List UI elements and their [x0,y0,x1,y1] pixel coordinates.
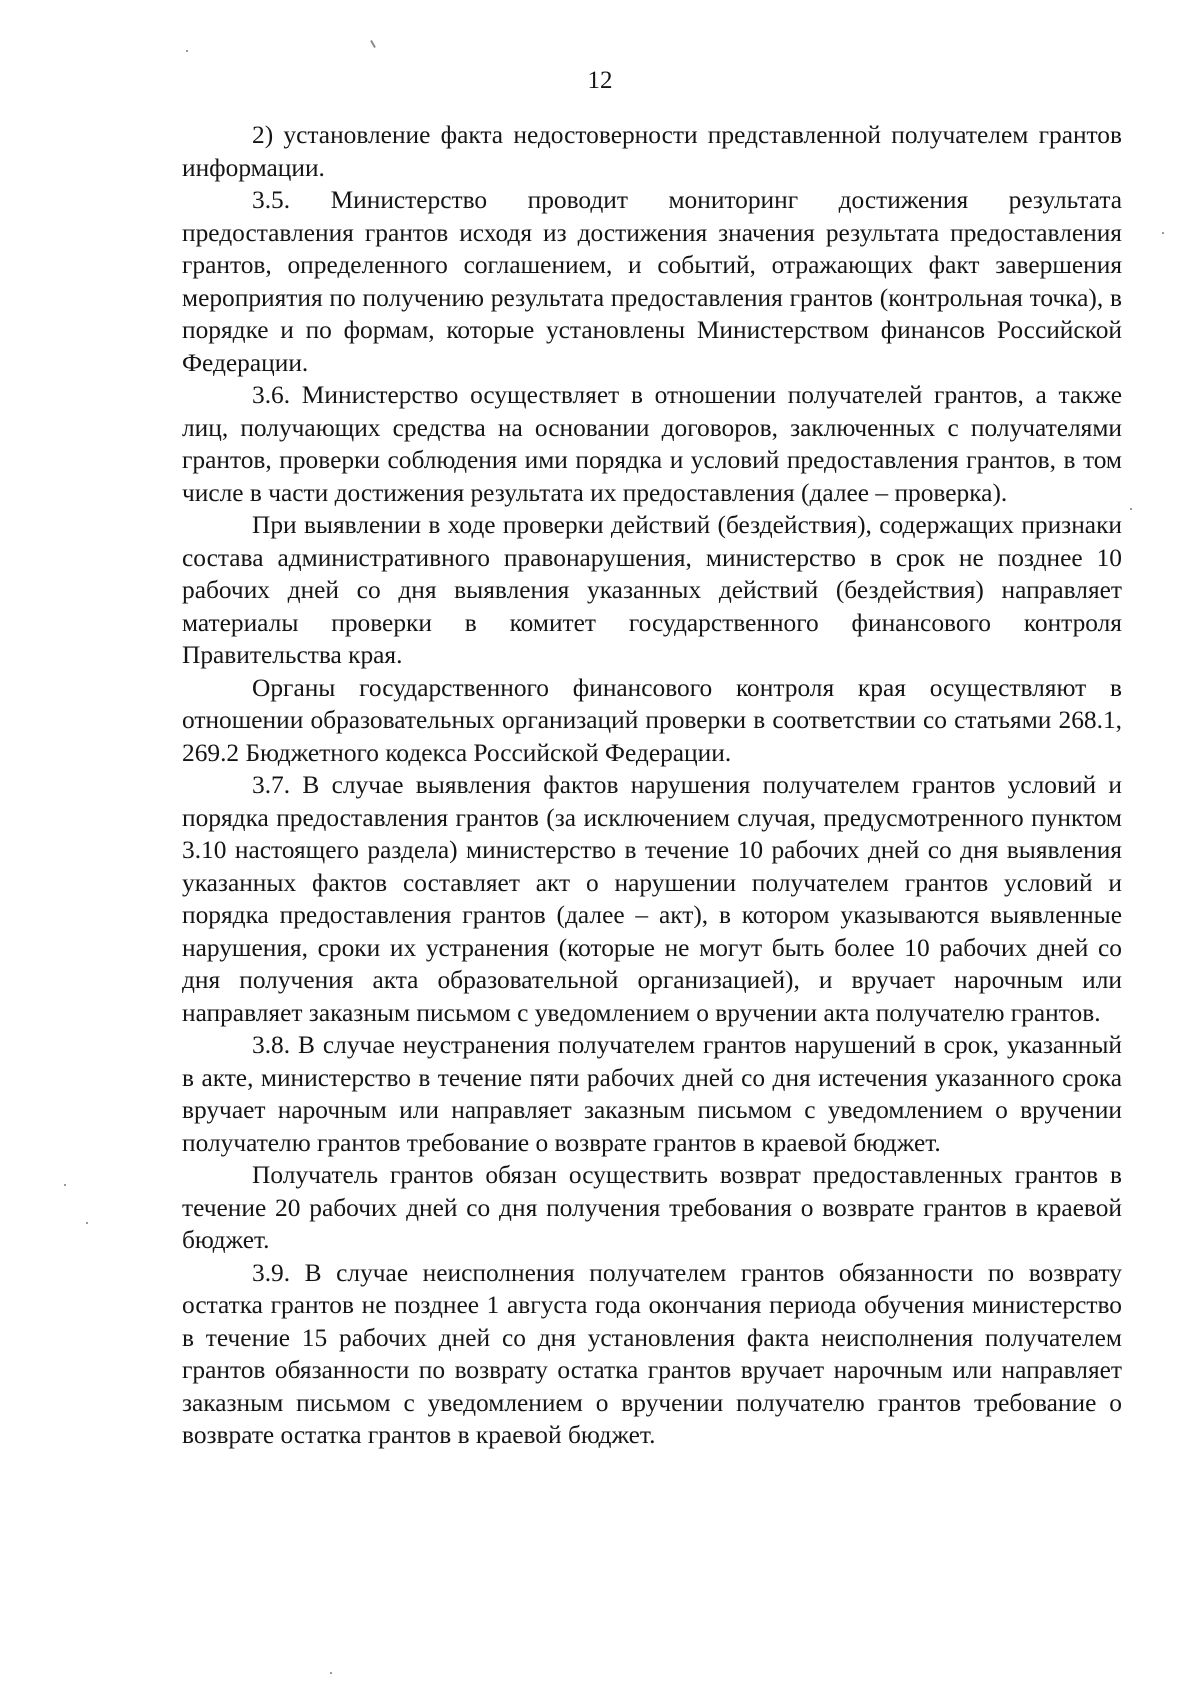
scan-speck [1130,508,1132,510]
scan-speck [86,1222,88,1224]
document-body [182,119,1122,1452]
scan-speck [186,50,188,52]
paragraph-3-9: 3.9. В случае неисполнения получателем грантов обязанности по возврату остатка грантов не позднее 1 августа года окончания периода обучения министерство в течение 15 рабочих дней со дня установления факта неисполнения получателем грантов обязанности по возврату остатка грантов вручает нарочным или направляет заказным письмом с уведомлением о вручении получателю грантов требование о возврате остатка грантов в краевой бюджет. [182,1258,1122,1449]
scan-speck [64,1184,66,1186]
paragraph-3-6-violations: При выявлении в ходе проверки действий (бездействия), содержащих признаки состава административного правонарушения, министерство в срок не позднее 10 рабочих дней со дня выявления указанных действий (бездействия) направляет материалы проверки в комитет государственного финансового контроля Правительства края. [182,511,1122,669]
paragraph-3-8-return: Получатель грантов обязан осуществить возврат предоставленных грантов в течение 20 рабочих дней со дня получения требования о возврате грантов в краевой бюджет. [182,1161,1122,1254]
scan-speck [330,1672,332,1674]
scan-speck [1162,232,1164,234]
paragraph-3-7: 3.7. В случае выявления фактов нарушения получателем грантов условий и порядка предоставления грантов (за исключением случая, предусмотренного пунктом 3.10 настоящего раздела) министерство в течение 10 рабочих дней со дня выявления указанных фактов составляет акт о нарушении получателем грантов условий и порядка предоставления грантов (далее – акт), в котором указываются выявленные нарушения, сроки их устранения (которые не могут быть более 10 рабочих дней со дня получения акта образовательной организацией), и вручает нарочным или направляет заказным письмом с уведомлением о вручении акта получателю грантов. [182,771,1122,1027]
page-number: 12 [587,67,613,94]
paragraph-3-6-control-bodies: Органы государственного финансового контроля края осуществляют в отношении образовательных организаций проверки в соответствии со статьями 268.1, 269.2 Бюджетного кодекса Российской Федерации. [182,673,1122,767]
scan-mark [370,40,376,48]
paragraph-3-8: 3.8. В случае неустранения получателем грантов нарушений в срок, указанный в акте, министерство в течение пяти рабочих дней со дня истечения указанного срока вручает нарочным или направляет заказным письмом с уведомлением о вручении получателю грантов требование о возврате грантов в краевой бюджет. [182,1031,1122,1157]
paragraph-item-2-end: 2) установление факта недостоверности представленной получателем грантов информации. [182,121,1122,182]
paragraph-3-6: 3.6. Министерство осуществляет в отношении получателей грантов, а также лиц, получающих средства на основании договоров, заключенных с получателями грантов, проверки соблюдения ими порядка и условий предоставления грантов, в том числе в части достижения результата их предоставления (далее – проверка). [182,381,1122,507]
paragraph-3-5: 3.5. Министерство проводит мониторинг достижения результата предоставления грантов исходя из достижения значения результата предоставления грантов, определенного соглашением, и событий, отражающих факт завершения мероприятия по получению результата предоставления грантов (контрольная точка), в порядке и по формам, которые установлены Министерством финансов Российской Федерации. [182,186,1122,377]
